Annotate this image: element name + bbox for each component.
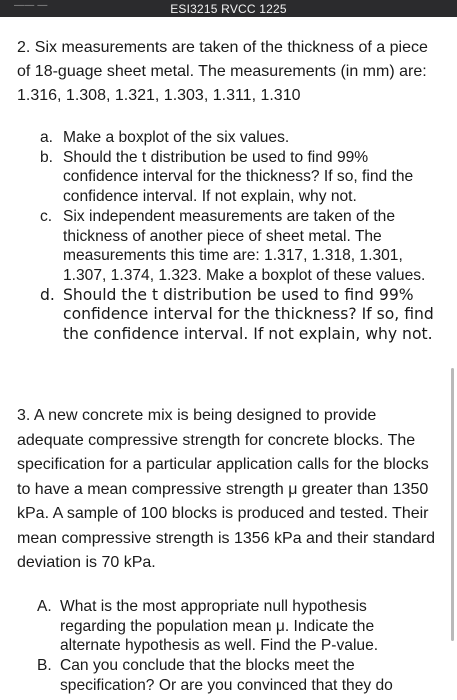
scrollbar-thumb[interactable] [451, 368, 454, 641]
q3-part-a [37, 597, 437, 656]
q2-part-a-text: Make a boxplot of the six values. [63, 129, 290, 146]
q2-part-a [40, 128, 440, 148]
q2-part-d-text: Should the t distribution be used to find 99% confidence interval for the thickness? If so, find the confidence interval. If not explain, why not. [63, 285, 434, 344]
q3-part-b [37, 656, 437, 695]
question-3-parts [37, 597, 437, 696]
header-left-text: —— — [14, 0, 48, 11]
document-header [0, 0, 457, 17]
q2-part-a-marker: a. [40, 129, 54, 146]
q2-part-c-text: Six independent measurements are taken of the thickness of another piece of sheet metal. The measurements this time are: 1.317, 1.318, 1.301, 1.307, 1.374, 1.323. Make a boxplot of these values. [63, 207, 426, 284]
question-2-parts [40, 128, 440, 345]
header-title: ESI3215 RVCC 1225 [170, 1, 287, 16]
q2-part-b [40, 148, 440, 207]
question-2-text: 2. Six measurements are taken of the thickness of a piece of 18-guage sheet metal. The measurements (in mm) are: 1.316, 1.308, 1.321, 1.303, 1.311, 1.310 [17, 39, 428, 104]
q3-part-a-text: What is the most appropriate null hypothesis regarding the population mean μ. Indicate the alternate hypothesis as well. Find the P-value. [60, 598, 379, 655]
q3-part-a-marker: A. [37, 598, 52, 615]
q2-part-c [40, 207, 440, 286]
q2-part-d-marker: d. [40, 285, 55, 304]
q3-part-b-marker: B. [37, 657, 52, 675]
q2-part-c-marker: c. [40, 207, 53, 225]
q2-part-d [40, 286, 440, 345]
question-3-text: 3. A new concrete mix is being designed to provide adequate compressive strength for concrete blocks. The specification for a particular application calls for the blocks to have a mean compressive strength μ greater than 1350 kPa. A sample of 100 blocks is produced and tested. Their mean compressive strength is 1356 kPa and their standard deviation is 70 kPa. [17, 407, 436, 571]
q2-part-b-text: Should the t distribution be used to find 99% confidence interval for the thickness? If so, find the confidence interval. If not explain, why not. [63, 148, 414, 206]
q3-part-b-text: Can you conclude that the blocks meet the specification? Or are you convinced that they do [60, 657, 393, 694]
q2-part-b-marker: b. [40, 148, 54, 166]
